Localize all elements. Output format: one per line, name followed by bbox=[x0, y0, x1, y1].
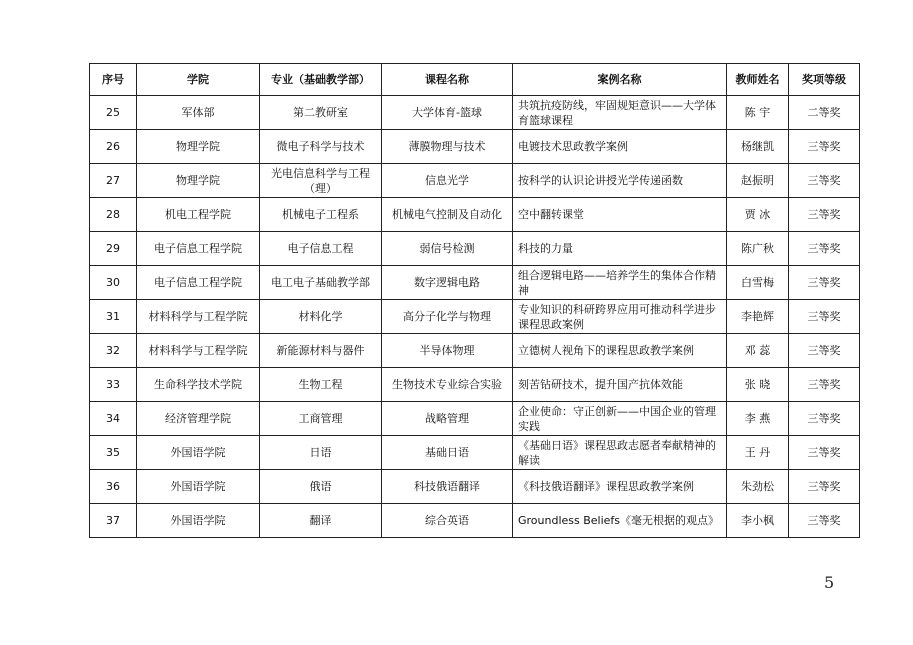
cell-award-level: 三等奖 bbox=[789, 402, 860, 436]
cell-case-name: 按科学的认识论讲授光学传递函数 bbox=[513, 164, 727, 198]
cell-case-name: 《科技俄语翻译》课程思政教学案例 bbox=[513, 470, 727, 504]
table-row bbox=[90, 334, 860, 368]
cell-teacher-name: 李 燕 bbox=[727, 402, 789, 436]
cell-major: 第二教研室 bbox=[260, 96, 382, 130]
table-header-row bbox=[90, 64, 860, 96]
cell-course-name: 大学体育-篮球 bbox=[382, 96, 513, 130]
header-serial-number: 序号 bbox=[90, 64, 137, 96]
table-row bbox=[90, 164, 860, 198]
cell-case-name: Groundless Beliefs《毫无根据的观点》 bbox=[513, 504, 727, 538]
table-row bbox=[90, 368, 860, 402]
cell-case-name: 专业知识的科研跨界应用可推动科学进步课程思政案例 bbox=[513, 300, 727, 334]
cell-serial-number: 32 bbox=[90, 334, 137, 368]
cell-serial-number: 26 bbox=[90, 130, 137, 164]
cell-course-name: 综合英语 bbox=[382, 504, 513, 538]
cell-college: 经济管理学院 bbox=[137, 402, 260, 436]
cell-serial-number: 33 bbox=[90, 368, 137, 402]
cell-case-name: 电镀技术思政教学案例 bbox=[513, 130, 727, 164]
cell-serial-number: 27 bbox=[90, 164, 137, 198]
cell-major: 翻译 bbox=[260, 504, 382, 538]
cell-major: 日语 bbox=[260, 436, 382, 470]
cell-teacher-name: 王 丹 bbox=[727, 436, 789, 470]
cell-case-name: 刻苦钻研技术，提升国产抗体效能 bbox=[513, 368, 727, 402]
cell-serial-number: 36 bbox=[90, 470, 137, 504]
cell-award-level: 三等奖 bbox=[789, 504, 860, 538]
cell-teacher-name: 邓 蕊 bbox=[727, 334, 789, 368]
cell-major: 微电子科学与技术 bbox=[260, 130, 382, 164]
table-row bbox=[90, 232, 860, 266]
cell-college: 生命科学技术学院 bbox=[137, 368, 260, 402]
cell-teacher-name: 李艳辉 bbox=[727, 300, 789, 334]
cell-award-level: 二等奖 bbox=[789, 96, 860, 130]
cell-award-level: 三等奖 bbox=[789, 470, 860, 504]
table-row bbox=[90, 436, 860, 470]
cell-course-name: 战略管理 bbox=[382, 402, 513, 436]
cell-major: 光电信息科学与工程（理） bbox=[260, 164, 382, 198]
cell-serial-number: 34 bbox=[90, 402, 137, 436]
cell-serial-number: 29 bbox=[90, 232, 137, 266]
cell-major: 俄语 bbox=[260, 470, 382, 504]
cell-major: 工商管理 bbox=[260, 402, 382, 436]
header-college: 学院 bbox=[137, 64, 260, 96]
table-body bbox=[90, 96, 860, 538]
cell-college: 物理学院 bbox=[137, 164, 260, 198]
cell-serial-number: 25 bbox=[90, 96, 137, 130]
cell-teacher-name: 张 晓 bbox=[727, 368, 789, 402]
cell-course-name: 数字逻辑电路 bbox=[382, 266, 513, 300]
table-row bbox=[90, 130, 860, 164]
header-course-name: 课程名称 bbox=[382, 64, 513, 96]
cell-course-name: 生物技术专业综合实验 bbox=[382, 368, 513, 402]
table-row bbox=[90, 504, 860, 538]
cell-course-name: 机械电气控制及自动化 bbox=[382, 198, 513, 232]
cell-award-level: 三等奖 bbox=[789, 368, 860, 402]
cell-college: 材料科学与工程学院 bbox=[137, 334, 260, 368]
cell-serial-number: 35 bbox=[90, 436, 137, 470]
cell-teacher-name: 陈 宇 bbox=[727, 96, 789, 130]
cell-teacher-name: 陈广秋 bbox=[727, 232, 789, 266]
table-row bbox=[90, 266, 860, 300]
cell-course-name: 高分子化学与物理 bbox=[382, 300, 513, 334]
header-award-level: 奖项等级 bbox=[789, 64, 860, 96]
cell-case-name: 科技的力量 bbox=[513, 232, 727, 266]
cell-college: 机电工程学院 bbox=[137, 198, 260, 232]
cell-award-level: 三等奖 bbox=[789, 232, 860, 266]
cell-case-name: 《基础日语》课程思政志愿者奉献精神的解读 bbox=[513, 436, 727, 470]
cell-teacher-name: 李小枫 bbox=[727, 504, 789, 538]
cell-award-level: 三等奖 bbox=[789, 164, 860, 198]
cell-college: 物理学院 bbox=[137, 130, 260, 164]
cell-teacher-name: 贾 冰 bbox=[727, 198, 789, 232]
table-row bbox=[90, 300, 860, 334]
cell-major: 材料化学 bbox=[260, 300, 382, 334]
cell-major: 机械电子工程系 bbox=[260, 198, 382, 232]
header-case-name: 案例名称 bbox=[513, 64, 727, 96]
cell-course-name: 弱信号检测 bbox=[382, 232, 513, 266]
cell-course-name: 薄膜物理与技术 bbox=[382, 130, 513, 164]
cell-college: 外国语学院 bbox=[137, 436, 260, 470]
cell-course-name: 半导体物理 bbox=[382, 334, 513, 368]
cell-case-name: 空中翻转课堂 bbox=[513, 198, 727, 232]
cell-college: 电子信息工程学院 bbox=[137, 232, 260, 266]
cell-course-name: 信息光学 bbox=[382, 164, 513, 198]
page-number: 5 bbox=[824, 573, 835, 592]
cell-course-name: 基础日语 bbox=[382, 436, 513, 470]
cell-teacher-name: 赵振明 bbox=[727, 164, 789, 198]
cell-major: 新能源材料与器件 bbox=[260, 334, 382, 368]
cell-major: 电子信息工程 bbox=[260, 232, 382, 266]
cell-serial-number: 30 bbox=[90, 266, 137, 300]
cell-award-level: 三等奖 bbox=[789, 436, 860, 470]
cell-serial-number: 37 bbox=[90, 504, 137, 538]
table-row bbox=[90, 470, 860, 504]
cell-award-level: 三等奖 bbox=[789, 334, 860, 368]
cell-college: 外国语学院 bbox=[137, 504, 260, 538]
header-major: 专业（基础教学部） bbox=[260, 64, 382, 96]
cell-college: 电子信息工程学院 bbox=[137, 266, 260, 300]
cell-serial-number: 31 bbox=[90, 300, 137, 334]
cell-college: 材料科学与工程学院 bbox=[137, 300, 260, 334]
cell-serial-number: 28 bbox=[90, 198, 137, 232]
cell-teacher-name: 朱劲松 bbox=[727, 470, 789, 504]
cell-award-level: 三等奖 bbox=[789, 266, 860, 300]
cell-college: 外国语学院 bbox=[137, 470, 260, 504]
cell-case-name: 共筑抗疫防线，牢固规矩意识——大学体育篮球课程 bbox=[513, 96, 727, 130]
table-row bbox=[90, 96, 860, 130]
table-row bbox=[90, 198, 860, 232]
cell-award-level: 三等奖 bbox=[789, 198, 860, 232]
award-table bbox=[89, 63, 860, 538]
cell-case-name: 组合逻辑电路——培养学生的集体合作精神 bbox=[513, 266, 727, 300]
header-teacher-name: 教师姓名 bbox=[727, 64, 789, 96]
cell-major: 电工电子基础教学部 bbox=[260, 266, 382, 300]
cell-course-name: 科技俄语翻译 bbox=[382, 470, 513, 504]
cell-teacher-name: 白雪梅 bbox=[727, 266, 789, 300]
cell-award-level: 三等奖 bbox=[789, 300, 860, 334]
cell-case-name: 企业使命：守正创新——中国企业的管理实践 bbox=[513, 402, 727, 436]
cell-major: 生物工程 bbox=[260, 368, 382, 402]
cell-college: 军体部 bbox=[137, 96, 260, 130]
table-row bbox=[90, 402, 860, 436]
cell-teacher-name: 杨继凯 bbox=[727, 130, 789, 164]
cell-award-level: 三等奖 bbox=[789, 130, 860, 164]
cell-case-name: 立德树人视角下的课程思政教学案例 bbox=[513, 334, 727, 368]
